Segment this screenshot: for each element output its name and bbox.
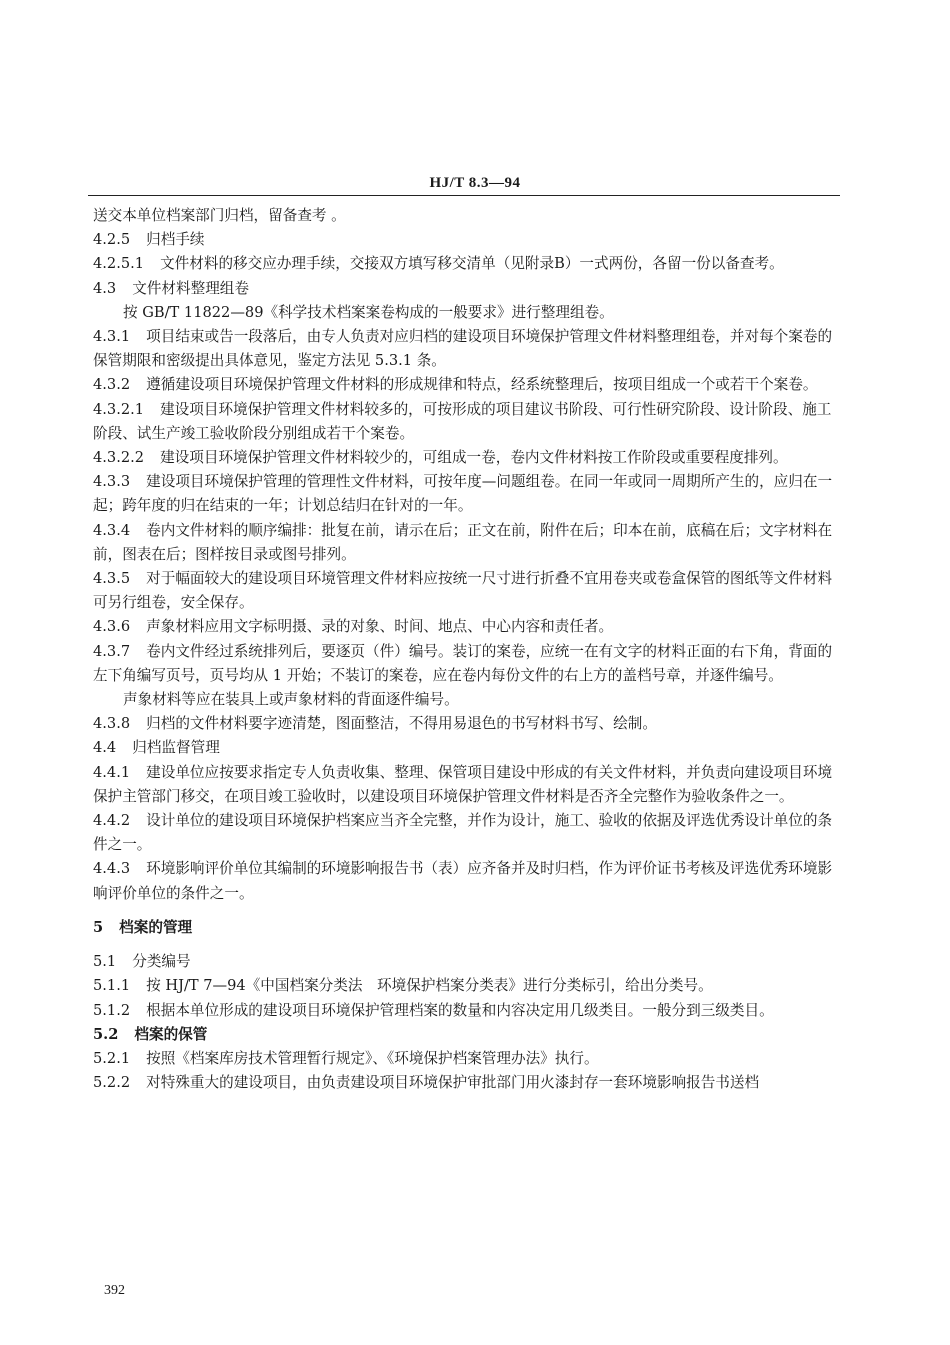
clause-4-4-2 [93, 809, 845, 857]
clause-5-2-1 [93, 1047, 845, 1071]
clause-number: 4.4.1 [93, 763, 131, 781]
clause-5-2-2 [93, 1071, 845, 1095]
clause-4-3-7 [93, 640, 845, 688]
heading-4-4 [93, 736, 845, 760]
spacer [93, 940, 845, 950]
clause-text: 卷内文件经过系统排列后，要逐页（件）编号。装订的案卷，应统一在有文字的材料正面的右下角，背面的左下角编写页号，页号均从 1 开始；不装订的案卷，应在卷内每份文件的右上方的盖档号章，并逐件编号。 [93, 642, 833, 684]
clause-text: 对特殊重大的建设项目，由负责建设项目环境保护审批部门用火漆封存一套环境影响报告书送档 [146, 1074, 760, 1092]
clause-text: 建设单位应按要求指定专人负责收集、整理、保管项目建设中形成的有关文件材料，并负责向建设项目环境保护主管部门移交，在项目竣工验收时，以建设项目环境保护管理文件材料是否齐全完整作为验收条件之一。 [93, 763, 833, 805]
section-number: 4.4 [93, 739, 117, 757]
clause-number: 4.4.2 [93, 812, 131, 830]
clause-text: 环境影响评价单位其编制的环境影响报告书（表）应齐备并及时归档，作为评价证书考核及评选优秀环境影响评价单位的条件之一。 [93, 860, 833, 902]
clause-4-3-8 [93, 712, 845, 736]
clause-4-3-2 [93, 373, 845, 397]
clause-4-3-7-note: 声象材料等应在装具上或声象材料的背面逐件编号。 [123, 691, 459, 709]
section-title: 文件材料整理组卷 [132, 279, 249, 297]
clause-4-4-3 [93, 857, 845, 905]
clause-4-4-1 [93, 761, 845, 809]
clause-5-1-2 [93, 999, 845, 1023]
clause-4-3-2-2 [93, 446, 845, 470]
section-title: 归档手续 [146, 231, 205, 249]
page-number: 392 [104, 1283, 125, 1298]
clause-number: 4.3.3 [93, 473, 131, 491]
section-number: 4.2.5 [93, 231, 131, 249]
heading-5-1 [93, 950, 845, 974]
clause-text: 按照《档案库房技术管理暂行规定》、《环境保护档案管理办法》执行。 [146, 1049, 599, 1067]
chapter-title: 档案的管理 [119, 918, 193, 936]
section-intro: 按 GB/T 11822—89《科学技术档案案卷构成的一般要求》进行整理组卷。 [123, 303, 614, 321]
clause-text: 归档的文件材料要字迹清楚，图面整洁，不得用易退色的书写材料书写、绘制。 [146, 715, 657, 733]
spacer [93, 906, 845, 916]
clause-number: 4.3.2.1 [93, 400, 145, 418]
clause-4-3-2-1 [93, 398, 845, 446]
section-title: 分类编号 [132, 953, 191, 971]
clause-number: 4.3.1 [93, 328, 131, 346]
clause-text: 根据本单位形成的建设项目环境保护管理档案的数量和内容决定用几级类目。一般分到三级类目。 [146, 1001, 774, 1019]
clause-4-3-4 [93, 519, 845, 567]
heading-5 [93, 916, 845, 940]
section-number: 5.2 [93, 1025, 119, 1043]
clause-number: 4.2.5.1 [93, 255, 145, 273]
clause-4-3-6 [93, 615, 845, 639]
clause-number: 5.2.2 [93, 1074, 131, 1092]
clause-text: 文件材料的移交应办理手续，交接双方填写移交清单（见附录B）一式两份，各留一份以备查考。 [160, 255, 784, 273]
clause-text: 声象材料应用文字标明摄、录的对象、时间、地点、中心内容和责任者。 [146, 618, 614, 636]
section-title: 档案的保管 [134, 1025, 208, 1043]
paragraph-continuation: 送交本单位档案部门归档，留备查考 。 [93, 207, 346, 224]
clause-number: 4.3.7 [93, 642, 131, 660]
clause-4-3-1 [93, 325, 845, 373]
clause-4-2-5-1 [93, 252, 845, 276]
heading-4-3 [93, 277, 845, 301]
clause-text: 设计单位的建设项目环境保护档案应当齐全完整，并作为设计，施工、验收的依据及评选优秀设计单位的条件之一。 [93, 812, 833, 854]
chapter-number: 5 [93, 918, 104, 936]
clause-number: 4.3.8 [93, 715, 131, 733]
heading-4-2-5 [93, 228, 845, 252]
document-body [93, 204, 845, 1095]
clause-text: 卷内文件材料的顺序编排：批复在前，请示在后；正文在前，附件在后；印本在前，底稿在后；文字材料在前，图表在后；图样按目录或图号排列。 [93, 521, 833, 563]
clause-number: 4.3.6 [93, 618, 131, 636]
clause-number: 4.3.2.2 [93, 449, 145, 467]
clause-4-3-5 [93, 567, 845, 615]
clause-number: 5.1.2 [93, 1001, 131, 1019]
clause-number: 4.3.5 [93, 570, 131, 588]
section-number: 4.3 [93, 279, 117, 297]
running-header: HJ/T 8.3—94 [429, 175, 521, 191]
clause-text: 项目结束或告一段落后，由专人负责对应归档的建设项目环境保护管理文件材料整理组卷，并对每个案卷的保管期限和密级提出具体意见，鉴定方法见 5.3.1 条。 [93, 328, 833, 370]
heading-5-2 [93, 1023, 845, 1047]
clause-text: 对于幅面较大的建设项目环境管理文件材料应按统一尺寸进行折叠不宜用卷夹或卷盒保管的图纸等文件材料可另行组卷，安全保存。 [93, 570, 833, 612]
clause-text: 建设项目环境保护管理的管理性文件材料，可按年度—问题组卷。在同一年或同一周期所产生的，应归在一起；跨年度的归在结束的一年；计划总结归在针对的一年。 [93, 473, 833, 515]
clause-number: 4.3.4 [93, 521, 131, 539]
clause-number: 4.3.2 [93, 376, 131, 394]
clause-text: 遵循建设项目环境保护管理文件材料的形成规律和特点，经系统整理后，按项目组成一个或若干个案卷。 [146, 376, 818, 394]
clause-text: 建设项目环境保护管理文件材料较多的，可按形成的项目建议书阶段、可行性研究阶段、设计阶段、施工阶段、试生产竣工验收阶段分别组成若干个案卷。 [93, 400, 832, 442]
header-rule [88, 195, 840, 196]
clause-5-1-1 [93, 974, 845, 998]
clause-number: 4.4.3 [93, 860, 131, 878]
clause-4-3-3 [93, 470, 845, 518]
clause-number: 5.1.1 [93, 977, 131, 995]
clause-text: 按 HJ/T 7—94《中国档案分类法 环境保护档案分类表》进行分类标引，给出分类号。 [146, 977, 713, 995]
clause-text: 建设项目环境保护管理文件材料较少的，可组成一卷，卷内文件材料按工作阶段或重要程度排列。 [160, 449, 788, 467]
clause-number: 5.2.1 [93, 1049, 131, 1067]
section-title: 归档监督管理 [132, 739, 220, 757]
section-number: 5.1 [93, 953, 117, 971]
